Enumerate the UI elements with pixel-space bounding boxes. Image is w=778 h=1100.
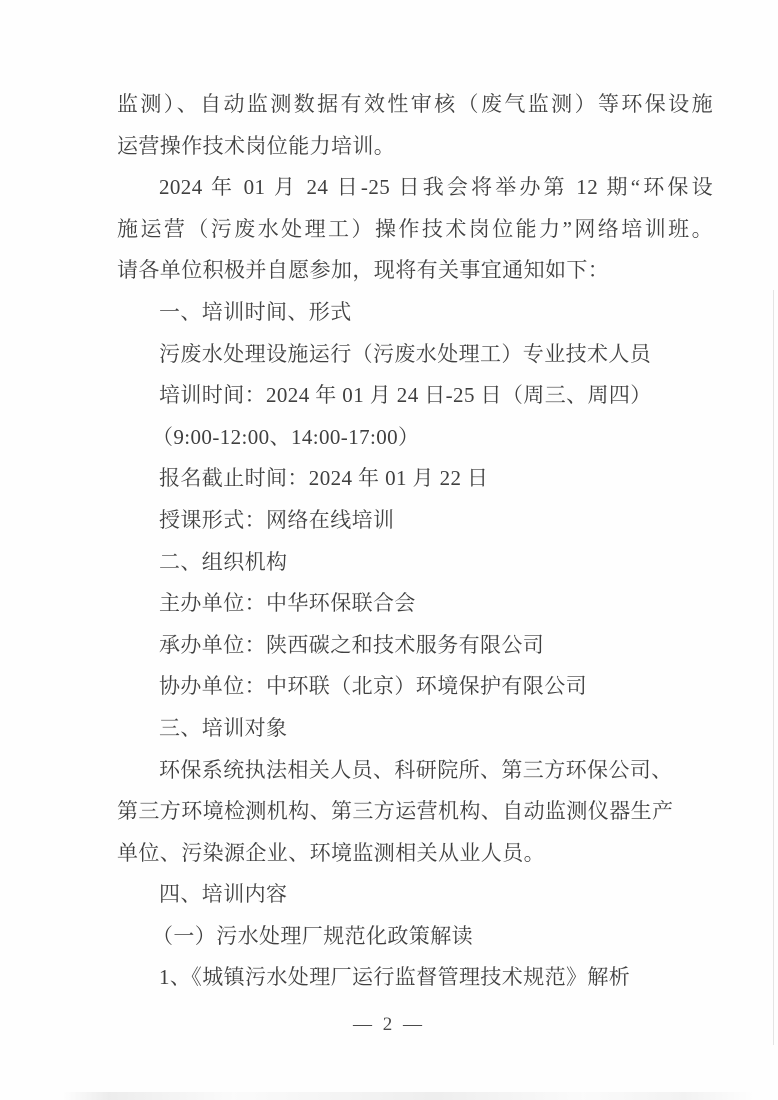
document-line: 主办单位：中华环保联合会: [159, 591, 416, 616]
section-heading: 二、组织机构: [159, 549, 288, 574]
document-line: 承办单位：陕西碳之和技术服务有限公司: [159, 632, 545, 657]
document-line: 运营操作技术岗位能力培训。: [117, 133, 396, 158]
document-line: 单位、污染源企业、环境监测相关从业人员。: [117, 840, 545, 865]
document-line: 2024 年 01 月 24 日-25 日我会将举办第 12 期“环保设: [159, 175, 713, 200]
document-line: 报名截止时间：2024 年 01 月 22 日: [159, 466, 489, 491]
subsection-heading: （一）污水处理厂规范化政策解读: [152, 923, 473, 948]
document-line: 协办单位：中环联（北京）环境保护有限公司: [159, 674, 587, 699]
section-heading: 三、培训对象: [159, 715, 288, 740]
scan-edge-shadow: [773, 290, 774, 1045]
document-line: 培训时间：2024 年 01 月 24 日-25 日（周三、周四）: [159, 383, 652, 408]
page-number: — 2 —: [353, 1014, 425, 1035]
scan-bottom-artifact: [0, 1092, 778, 1100]
document-line: 监测）、自动监测数据有效性审核（废气监测）等环保设施: [117, 92, 713, 116]
document-line: 施运营（污废水处理工）操作技术岗位能力”网络培训班。: [117, 216, 713, 241]
document-line: 1、《城镇污水处理厂运行监督管理技术规范》解析: [159, 965, 631, 990]
document-line: 请各单位积极并自愿参加，现将有关事宜通知如下：: [117, 258, 610, 283]
document-line: 授课形式：网络在线培训: [159, 507, 395, 532]
document-line: 污废水处理设施运行（污废水处理工）专业技术人员: [159, 341, 652, 366]
document-line: （9:00-12:00、14:00-17:00）: [152, 424, 420, 449]
document-body: [117, 84, 713, 999]
section-heading: 四、培训内容: [159, 882, 288, 907]
document-line: 第三方环境检测机构、第三方运营机构、自动监测仪器生产: [117, 799, 674, 824]
section-heading: 一、培训时间、形式: [159, 299, 352, 324]
document-line: 环保系统执法相关人员、科研院所、第三方环保公司、: [159, 757, 673, 782]
